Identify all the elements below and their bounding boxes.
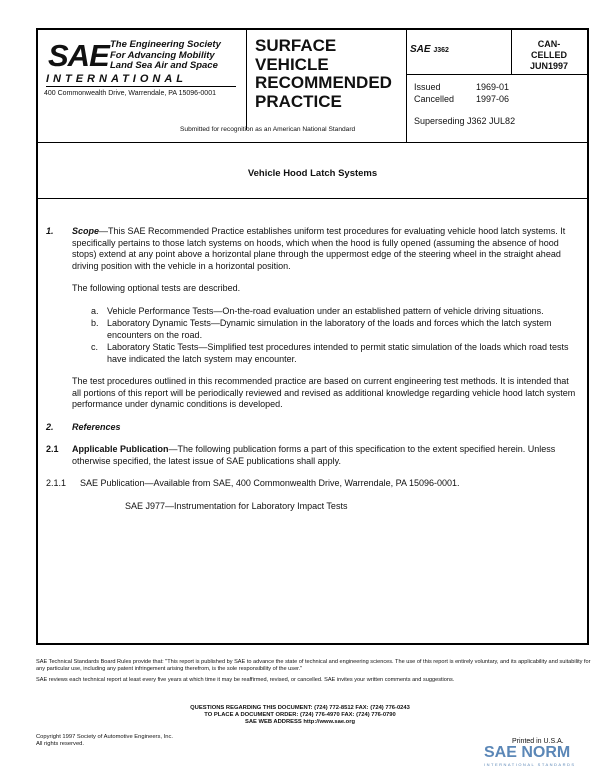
reference-item: SAE J977—Instrumentation for Laboratory Impact Tests [125,500,348,511]
review-note: SAE reviews each technical report at least every five years at which time it may be reaffirmed, revised, or cancelled. SAE invites your written comments and suggestions. [36,677,455,683]
section-1: 1. Scope—This SAE Recommended Practice establishes uniform test procedures for evaluating vehicle hood latch systems. It specifically pertains to those latch systems on hoods, which when the hood is fully opened (assuming the absence of hood stops) extend at any point above a horizontal plane through the uppermost edge of the steering wheel in the straight ahead driving position with the vehicle in a horizontal position. [46,226,566,271]
submitted-note: Submitted for recognition as an American National Standard [180,126,356,133]
logo-tagline: The Engineering Society For Advancing Mobility Land Sea Air and Space [110,39,221,71]
list-item: c. Laboratory Static Tests—Simplified test procedures intended to permit static simulation of the loads which road tests have indicated the latch system may encounter. [91,342,569,364]
watermark-subtitle: INTERNATIONAL STANDARDS [484,762,576,767]
list-item: a. Vehicle Performance Tests—On-the-road evaluation under an established pattern of vehicle driving situations. [91,305,544,316]
sae-logo: SAE [48,38,109,73]
document-body [46,226,576,523]
section-2-1-1: 2.1.1 SAE Publication—Available from SAE, 400 Commonwealth Drive, Warrendale, PA 15096-0001. [46,478,460,488]
document-frame [36,28,589,645]
superseding: Superseding J362 JUL82 [414,116,516,126]
document-number: SAE J362 [410,44,449,55]
board-rules: SAE Technical Standards Board Rules provide that: "This report is published by SAE to advance the state of technical and engineering sciences. The use of this report is entirely voluntary, and its applicability and suitability for any particular use, including any patent infringement arising therefrom, is the sole responsibility of the user." [36,659,591,672]
document-type: SURFACE VEHICLE RECOMMENDED PRACTICE [255,36,392,111]
dates-block: Issued 1969-01 Cancelled 1997-06 [414,82,510,104]
section-2: 2. References [46,421,121,432]
section-2-1: 2.1 Applicable Publication—The following publication forms a part of this specification to the extent specified herein. Unless otherwise specified, the latest issue of SAE publications shall apply. [46,444,556,466]
printed-location: Printed in U.S.A. [512,738,564,745]
optional-tests-intro: The following optional tests are described. [72,283,241,293]
header-block [38,30,587,143]
copyright: Copyright 1997 Society of Automotive Engineers, Inc. All rights reserved. [36,734,173,747]
address: 400 Commonwealth Drive, Warrendale, PA 15096-0001 [44,90,216,97]
contact-block: QUESTIONS REGARDING THIS DOCUMENT: (724) 772-8512 FAX: (724) 776-0243 TO PLACE A DOCUMENT ORDER: (724) 776-4970 FAX: (724) 776-0790 SAE WEB ADDRESS http://www.sae.org [190,705,410,725]
document-title: Vehicle Hood Latch Systems [247,168,378,179]
international-label: INTERNATIONAL [46,73,188,85]
status-cancelled: CAN- CELLED JUN1997 [529,39,569,71]
list-item: b. Laboratory Dynamic Tests—Dynamic simulation in the laboratory of the loads and forces which the latch system encounters on the road. [91,318,552,340]
closing-paragraph: The test procedures outlined in this recommended practice are based on current engineering test methods. It is intended that all portions of this report will be periodically reviewed and revised as additional knowledge regarding vehicle hood latch system performance under dynamic conditions is developed. [72,376,576,409]
test-list [46,306,576,366]
footer-notes [36,659,592,684]
sae-norm-watermark: SAE NORM [484,744,571,761]
